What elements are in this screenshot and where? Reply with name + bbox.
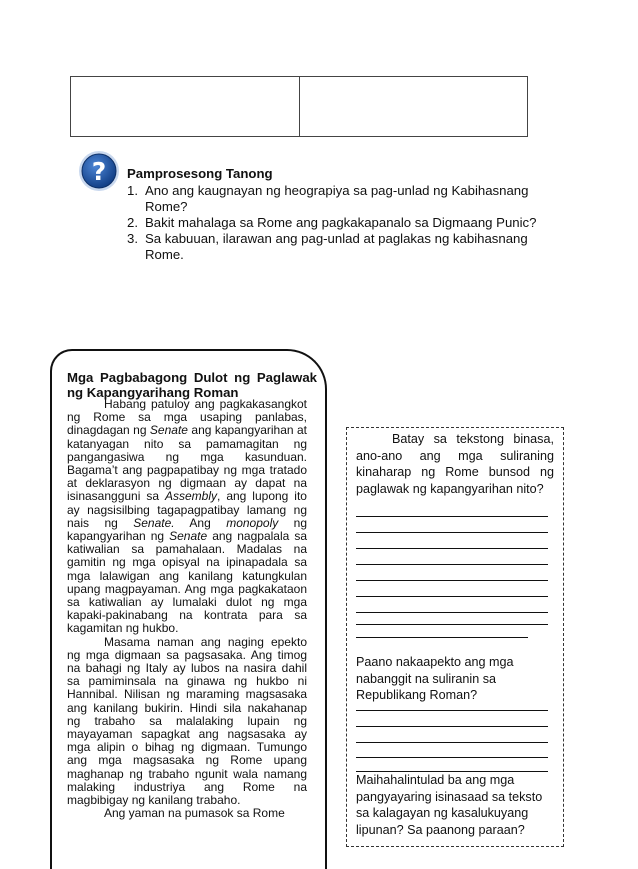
text-run: , ang lupong ito ay nagsisilbing tagapagpatibay lamang ng nais ng (67, 489, 307, 530)
paragraph: Masama naman ang naging epekto ng mga digmaan sa pagsasaka. Ang timog na bahagi ng Italy ay lubos na nasira dahil sa pamiminsala na ginawa ng hukbo ni Hannibal. Nilisan ng maraming magsasaka ang kanilang bukirin. Hindi sila nakahanap ng trabaho sa malalaking lupain ng mayayaman sapagkat ang nagsasaka ay mga alipin o bihag ng digmaan. Tumungo ang mga magsasaka ng Rome upang maghanap ng trabaho ngunit wala namang malaking industriya ang Rome na magbibigay ng kanilang trabaho. (67, 634, 307, 808)
article-title: Mga Pagbabagong Dulot ng Paglawak ng Kapangyarihang Roman (67, 370, 317, 400)
answer-line[interactable] (356, 624, 548, 625)
answer-line[interactable] (356, 548, 548, 549)
question-mark-icon (78, 150, 120, 192)
answer-line[interactable] (356, 757, 548, 758)
answer-line[interactable] (356, 710, 548, 711)
answer-line[interactable] (356, 742, 548, 743)
question-number: 1. (127, 183, 138, 198)
list-item (127, 215, 547, 231)
italic-term: Senate (149, 423, 188, 438)
question-text: Bakit mahalaga sa Rome ang pagkakapanalo sa Digmaang Punic? (145, 215, 537, 230)
header-table (70, 76, 528, 137)
question-text: Sa kabuuan, ilarawan ang pag-unlad at paglakas ng kabihasnang Rome. (145, 231, 528, 262)
activity-question-1: Batay sa tekstong binasa, ano-ano ang mga suliraning kinaharap ng Rome bunsod ng paglawak ng kapangyarihan nito? (356, 432, 554, 496)
svg-text:?: ? (91, 157, 107, 186)
activity-question-3: Maihahalintulad ba ang mga pangyayaring isinasaad sa teksto sa kalagayan ng kasalukuyang lipunan? Sa paanong paraan? (356, 773, 543, 837)
paragraph: Ang yaman na pumasok sa Rome (104, 806, 285, 821)
processing-questions (127, 166, 547, 263)
paragraph (67, 398, 307, 636)
italic-term: Senate. (133, 515, 175, 530)
table-cell-right (300, 77, 527, 136)
question-text: Ano ang kaugnayan ng heograpiya sa pag-unlad ng Kabihasnang Rome? (145, 183, 529, 214)
answer-line[interactable] (356, 596, 548, 597)
article-body (67, 398, 307, 821)
text-run: ang kapangyarihan at katanyagan nito sa pamamagitan ng pangangasiwa ng mga kasunduan. Bagama’t ang pagpapatibay ng mga tratado at deklarasyon ng digmaan ay dapat na isinasangguni sa (67, 423, 307, 504)
answer-line[interactable] (356, 726, 548, 727)
answer-line[interactable] (356, 637, 528, 638)
answer-line[interactable] (356, 612, 548, 613)
italic-term: Assembly (165, 489, 218, 504)
italic-term: Senate (169, 529, 208, 544)
text-run: ng kapangyarihan ng (67, 515, 308, 544)
answer-line[interactable] (356, 516, 548, 517)
text-run: Ang (174, 515, 227, 530)
list-item (127, 231, 547, 263)
table-cell-left (71, 77, 300, 136)
answer-line[interactable] (356, 532, 548, 533)
list-item (127, 183, 547, 215)
questions-list (127, 183, 547, 263)
question-number: 3. (127, 231, 138, 246)
answer-line[interactable] (356, 564, 548, 565)
activity-question-2: Paano nakaapekto ang mga nabanggit na suliranin sa Republikang Roman? (356, 655, 514, 702)
question-number: 2. (127, 215, 138, 230)
answer-line[interactable] (356, 580, 548, 581)
text-run: Habang patuloy ang pagkakasangkot ng Rome sa mga usaping panlabas, dinagdagan ng (67, 397, 307, 438)
questions-title: Pamprosesong Tanong (127, 166, 273, 181)
italic-term: monopoly (226, 515, 279, 530)
text-run: ang nagpalala sa katiwalian sa pamahalaan. Madalas na gamitin ng mga opisyal na ipinapadala sa mga lalawigan ang kanilang katungkulan upang magpayaman. Ang mga pagkakataon sa katiwalian ay lumalaki dulot ng mga kapaki-pakinabang na kontrata para sa kagamitan ng hukbo. (67, 529, 307, 636)
